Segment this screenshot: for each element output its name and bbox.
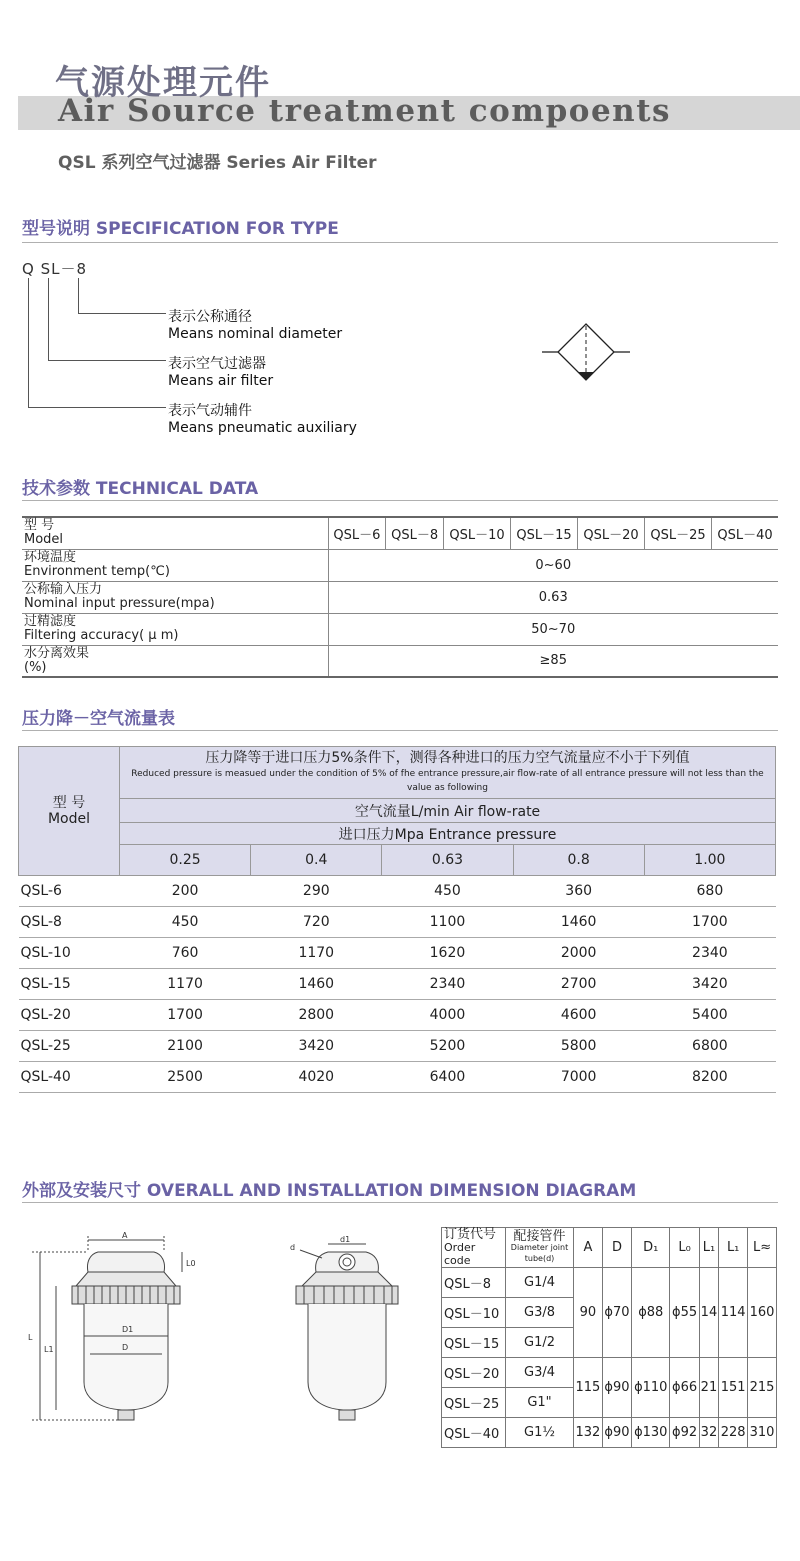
- flow-cell: 5400: [644, 1000, 775, 1031]
- dim-label-a: A: [122, 1232, 128, 1240]
- dim-value: 310: [748, 1418, 777, 1448]
- col-header: L₀: [670, 1228, 699, 1268]
- dim-value: ϕ70: [602, 1268, 631, 1358]
- col-header: L≈: [748, 1228, 777, 1268]
- spec-divider: [22, 242, 778, 243]
- model-label-en: Model: [24, 532, 64, 548]
- order-code: QSL－20: [442, 1358, 506, 1388]
- dim-value: 21: [699, 1358, 719, 1418]
- dim-value: ϕ55: [670, 1268, 699, 1358]
- condition-cn: 压力降等于进口压力5%条件下，测得各种进口的压力空气流量应不小于下列值: [205, 749, 690, 766]
- pressure-cell: 0.4: [251, 845, 382, 876]
- flow-cell: 2100: [120, 1031, 251, 1062]
- dimension-divider: [22, 1202, 778, 1203]
- row-value: 0~60: [328, 549, 778, 581]
- air-filter-symbol-icon: [540, 318, 632, 388]
- dim-label-l0: L0: [186, 1259, 196, 1268]
- row-model: QSL-6: [19, 876, 120, 907]
- flow-cell: 4000: [382, 1000, 513, 1031]
- spec-item-en: Means pneumatic auxiliary: [168, 420, 357, 436]
- row-value: 0.63: [328, 581, 778, 613]
- row-label-cn: 环境温度: [24, 550, 77, 565]
- row-model: QSL-15: [19, 969, 120, 1000]
- flow-cell: 360: [513, 876, 644, 907]
- spec-section-title: 型号说明 SPECIFICATION FOR TYPE: [22, 219, 339, 239]
- dim-value: 32: [699, 1418, 719, 1448]
- model-cell: QSL－15: [511, 517, 578, 549]
- table-row: [19, 907, 776, 938]
- joint-header: [506, 1228, 574, 1268]
- pressure-cell: 0.8: [513, 845, 644, 876]
- leader-line-8: [78, 278, 166, 314]
- table-row: [442, 1358, 777, 1388]
- row-label-cn: 公称输入压力: [24, 582, 103, 597]
- table-row: [19, 799, 776, 823]
- joint-size: G3/4: [506, 1358, 574, 1388]
- col-header: D₁: [632, 1228, 670, 1268]
- technical-data-table: [22, 516, 778, 678]
- model-header: [19, 747, 120, 876]
- col-header: D: [602, 1228, 631, 1268]
- table-row: [19, 1031, 776, 1062]
- table-row: [19, 1000, 776, 1031]
- spec-item-en: Means air filter: [168, 373, 274, 389]
- flow-cell: 1460: [251, 969, 382, 1000]
- pressure-cell: 0.25: [120, 845, 251, 876]
- dim-value: 90: [574, 1268, 603, 1358]
- model-header-cn: 型 号: [52, 795, 86, 811]
- flow-cell: 290: [251, 876, 382, 907]
- col-header: A: [574, 1228, 603, 1268]
- flow-cell: 2800: [251, 1000, 382, 1031]
- filter-front-view-drawing: [26, 1232, 206, 1442]
- flow-cell: 1170: [120, 969, 251, 1000]
- flow-cell: 6400: [382, 1062, 513, 1093]
- spec-item-air-filter: [168, 353, 273, 389]
- spec-item-cn: 表示空气过滤器: [168, 356, 266, 372]
- dim-value: ϕ66: [670, 1358, 699, 1418]
- model-cell: QSL－10: [444, 517, 511, 549]
- dim-label-l1: L1: [44, 1345, 54, 1354]
- dim-value: 228: [719, 1418, 748, 1448]
- flow-cell: 1700: [120, 1000, 251, 1031]
- dim-label-d1-small: d1: [340, 1235, 351, 1244]
- flow-cell: 1460: [513, 907, 644, 938]
- technical-section-title: 技术参数 TECHNICAL DATA: [22, 479, 259, 499]
- table-row: [19, 876, 776, 907]
- dim-value: ϕ110: [632, 1358, 670, 1418]
- table-row: [442, 1228, 777, 1268]
- order-code: QSL－25: [442, 1388, 506, 1418]
- dim-label-d1: D1: [122, 1325, 134, 1334]
- dim-value: 115: [574, 1358, 603, 1418]
- dim-value: ϕ92: [670, 1418, 699, 1448]
- col-header: L₁: [699, 1228, 719, 1268]
- row-model: QSL-25: [19, 1031, 120, 1062]
- table-row: [19, 969, 776, 1000]
- flow-cell: 3420: [251, 1031, 382, 1062]
- dim-value: 160: [748, 1268, 777, 1358]
- pressure-cell: 0.63: [382, 845, 513, 876]
- model-label-cn: 型 号: [24, 518, 55, 534]
- joint-en: Diameter joint tube(d): [510, 1243, 569, 1263]
- page-title-en: Air Source treatment compoents: [58, 93, 671, 129]
- model-header-en: Model: [47, 811, 91, 827]
- flow-rate-label: 空气流量L/min Air flow-rate: [120, 799, 776, 823]
- row-label-cn: 水分离效果: [24, 645, 90, 661]
- flow-cell: 450: [120, 907, 251, 938]
- flow-cell: 2340: [644, 938, 775, 969]
- flow-divider: [22, 730, 778, 731]
- flow-cell: 720: [251, 907, 382, 938]
- page-title-cn: 气源处理元件: [55, 63, 271, 103]
- flow-cell: 7000: [513, 1062, 644, 1093]
- model-cell: QSL－20: [578, 517, 645, 549]
- condition-header: [120, 747, 776, 799]
- model-label: [22, 517, 328, 549]
- row-label-en: Environment temp(℃): [24, 564, 170, 579]
- row-label: [22, 549, 328, 581]
- dim-label-d-small: d: [290, 1243, 296, 1252]
- flow-cell: 2500: [120, 1062, 251, 1093]
- flow-cell: 1100: [382, 907, 513, 938]
- row-label-en: (%): [24, 659, 47, 675]
- order-code-en: Order code: [444, 1241, 476, 1267]
- flow-cell: 2700: [513, 969, 644, 1000]
- spec-item-pneumatic-auxiliary: [168, 400, 357, 436]
- table-row: [19, 845, 776, 876]
- order-code: QSL－8: [442, 1268, 506, 1298]
- flow-cell: 4020: [251, 1062, 382, 1093]
- row-label-cn: 过精滤度: [24, 614, 77, 629]
- row-label: [22, 581, 328, 613]
- table-row: [19, 938, 776, 969]
- flow-cell: 760: [120, 938, 251, 969]
- joint-size: G1/2: [506, 1328, 574, 1358]
- table-row: [22, 581, 778, 613]
- model-cell: QSL－25: [645, 517, 712, 549]
- table-row: [442, 1268, 777, 1298]
- row-value: 50~70: [328, 613, 778, 645]
- order-code: QSL－10: [442, 1298, 506, 1328]
- row-value: ≥85: [328, 645, 778, 677]
- dim-value: ϕ90: [602, 1418, 631, 1448]
- flow-section-title: 压力降－空气流量表: [22, 709, 175, 729]
- joint-size: G3/8: [506, 1298, 574, 1328]
- row-model: QSL-10: [19, 938, 120, 969]
- order-code: QSL－40: [442, 1418, 506, 1448]
- flow-cell: 200: [120, 876, 251, 907]
- dim-value: ϕ88: [632, 1268, 670, 1358]
- dim-label-d: D: [122, 1343, 129, 1352]
- model-code: Q SL－8: [22, 260, 87, 278]
- spec-item-cn: 表示气动辅件: [168, 403, 252, 419]
- row-model: QSL-20: [19, 1000, 120, 1031]
- joint-size: G1/4: [506, 1268, 574, 1298]
- row-label: [22, 645, 328, 677]
- dim-value: ϕ130: [632, 1418, 670, 1448]
- dim-value: ϕ90: [602, 1358, 631, 1418]
- table-row: [442, 1418, 777, 1448]
- order-code: QSL－15: [442, 1328, 506, 1358]
- dim-value: 215: [748, 1358, 777, 1418]
- dim-value: 14: [699, 1268, 719, 1358]
- flow-cell: 5800: [513, 1031, 644, 1062]
- row-model: QSL-40: [19, 1062, 120, 1093]
- model-cell: QSL－8: [386, 517, 444, 549]
- model-cell: QSL－6: [328, 517, 386, 549]
- row-label: [22, 613, 328, 645]
- spec-item-en: Means nominal diameter: [168, 326, 343, 342]
- flow-cell: 450: [382, 876, 513, 907]
- dim-value: 132: [574, 1418, 603, 1448]
- flow-cell: 4600: [513, 1000, 644, 1031]
- condition-en: Reduced pressure is measued under the condition of 5% of fhe entrance pressure,air flow-rate of all entrance pressure will not less than the value as following: [131, 768, 764, 793]
- flow-cell: 1700: [644, 907, 775, 938]
- table-row: [19, 823, 776, 845]
- technical-divider: [22, 500, 778, 501]
- flow-cell: 680: [644, 876, 775, 907]
- spec-item-cn: 表示公称通径: [168, 309, 252, 325]
- pressure-cell: 1.00: [644, 845, 775, 876]
- flow-cell: 1620: [382, 938, 513, 969]
- flow-cell: 1170: [251, 938, 382, 969]
- joint-cn: 配接管件: [513, 1229, 566, 1244]
- joint-size: G1½: [506, 1418, 574, 1448]
- order-code-cn: 订货代号: [444, 1227, 497, 1242]
- spec-item-nominal-diameter: [168, 306, 342, 342]
- table-row: [19, 1062, 776, 1093]
- flow-cell: 8200: [644, 1062, 775, 1093]
- table-row: [19, 747, 776, 799]
- row-label-en: Nominal input pressure(mpa): [24, 596, 215, 611]
- model-cell: QSL－40: [712, 517, 779, 549]
- joint-size: G1": [506, 1388, 574, 1418]
- row-label-en: Filtering accuracy( μ m): [24, 628, 179, 643]
- flow-cell: 3420: [644, 969, 775, 1000]
- flow-cell: 2000: [513, 938, 644, 969]
- pressure-label: 进口压力Mpa Entrance pressure: [120, 823, 776, 845]
- flow-rate-table: [18, 746, 776, 1093]
- dim-label-l: L: [28, 1333, 33, 1342]
- flow-cell: 5200: [382, 1031, 513, 1062]
- order-code-header: [442, 1228, 506, 1268]
- dimension-section-title: 外部及安装尺寸 OVERALL AND INSTALLATION DIMENSION DIAGRAM: [22, 1181, 637, 1201]
- table-row: [22, 645, 778, 677]
- dim-value: 114: [719, 1268, 748, 1358]
- table-row: [22, 517, 778, 549]
- filter-side-view-drawing: [282, 1232, 412, 1442]
- flow-cell: 2340: [382, 969, 513, 1000]
- flow-cell: 6800: [644, 1031, 775, 1062]
- row-model: QSL-8: [19, 907, 120, 938]
- dimension-table: [441, 1227, 777, 1448]
- col-header: L₁: [719, 1228, 748, 1268]
- dim-value: 151: [719, 1358, 748, 1418]
- table-row: [22, 549, 778, 581]
- page-subtitle: QSL 系列空气过滤器 Series Air Filter: [58, 153, 377, 173]
- table-row: [22, 613, 778, 645]
